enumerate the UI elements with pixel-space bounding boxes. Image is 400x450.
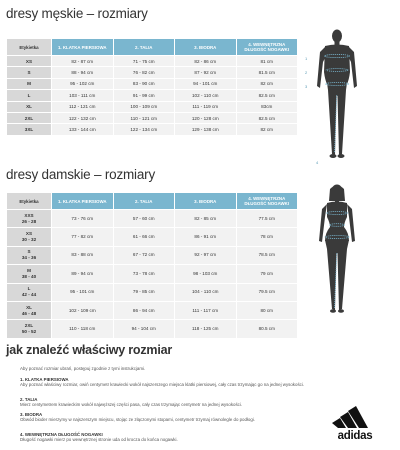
size-number: 34 - 36 [21, 255, 37, 261]
waist-value: 122 - 134 cm [114, 124, 175, 134]
hips-value: 98 - 103 cm [175, 265, 236, 282]
hips-value: 86 - 91 cm [175, 228, 236, 245]
men-size-title: dresy męskie – rozmiary [6, 6, 148, 21]
brand-name: adidas [337, 430, 373, 442]
size-label [7, 210, 51, 227]
size-label: 2XL [7, 113, 51, 123]
inseam-value: 82.5 cm [237, 113, 298, 123]
hips-value: 92 - 97 cm [175, 247, 236, 264]
table-row [7, 102, 297, 112]
waist-value: 79 - 85 cm [114, 284, 175, 301]
chest-value: 95 - 102 cm [52, 79, 113, 89]
inseam-value: 81.5 cm [237, 67, 298, 77]
waist-value: 61 - 66 cm [114, 228, 175, 245]
adidas-logo [326, 392, 384, 442]
hips-value: 129 - 138 cm [175, 124, 236, 134]
hips-value: 102 - 110 cm [175, 90, 236, 100]
size-number: 42 - 44 [21, 292, 37, 298]
waist-value: 86 - 94 cm [114, 302, 175, 319]
inseam-value: 80.5 cm [237, 320, 298, 337]
step-text-inseam: Długość nogawki mierz po wewnętrznej stronie uda od krocza do końca nogawki. [20, 437, 178, 442]
size-label [7, 247, 51, 264]
step-heading-chest: 1. KLATKA PIERSIOWA [20, 377, 69, 382]
size-letter: XL [26, 304, 32, 310]
chest-value: 95 - 101 cm [52, 284, 113, 301]
chest-value: 73 - 76 cm [52, 210, 113, 227]
hips-value: 111 - 117 cm [175, 302, 236, 319]
inseam-value: 82.5 cm [237, 90, 298, 100]
hips-value: 104 - 110 cm [175, 284, 236, 301]
step-text-hips: Obwód bioder mierzymy w najszerszym miejscu, stojąc ze złączonymi stopami, centymetr trzymaj równolegle do podłogi. [20, 417, 255, 422]
col-header-inseam: 4. WEWNĘTRZNA DŁUGOŚĆ NOGAWKI [237, 193, 298, 209]
step-heading-hips: 3. BIODRA [20, 412, 43, 417]
chest-value: 103 - 111 cm [52, 90, 113, 100]
size-number: 46 - 48 [21, 310, 37, 316]
col-header-chest: 1. KLATKA PIERSIOWA [52, 39, 113, 55]
inseam-value: 82 cm [237, 79, 298, 89]
step-heading-inseam: 4. WEWNĘTRZNA DŁUGOŚĆ NOGAWKI [20, 432, 103, 437]
table-row [7, 210, 297, 227]
col-header-inseam: 4. WEWNĘTRZNA DŁUGOŚĆ NOGAWKI [237, 39, 298, 55]
how-to-measure-title: jak znaleźć właściwy rozmiar [6, 343, 173, 357]
size-label [7, 320, 51, 337]
inseam-value: 81 cm [237, 56, 298, 66]
col-header-label: Etykietka [7, 193, 51, 209]
table-row [7, 284, 297, 301]
waist-value: 71 - 75 cm [114, 56, 175, 66]
inseam-value: 79 cm [237, 265, 298, 282]
table-row [7, 79, 297, 89]
size-number: 38 - 40 [21, 273, 37, 279]
chest-value: 110 - 118 cm [52, 320, 113, 337]
size-label: 3XL [7, 124, 51, 134]
table-row [7, 247, 297, 264]
size-letter: 2XL [24, 323, 34, 329]
inseam-value: 82 cm [237, 124, 298, 134]
size-label: S [7, 67, 51, 77]
table-row [7, 302, 297, 319]
hips-value: 120 - 128 cm [175, 113, 236, 123]
table-row [7, 228, 297, 245]
waist-value: 76 - 82 cm [114, 67, 175, 77]
size-letter: S [27, 249, 31, 255]
hips-value: 118 - 125 cm [175, 320, 236, 337]
size-label: XL [7, 102, 51, 112]
inseam-value: 80 cm [237, 302, 298, 319]
table-row [7, 124, 297, 134]
size-label: L [7, 90, 51, 100]
size-label: M [7, 79, 51, 89]
size-letter: L [27, 286, 31, 292]
chest-value: 77 - 82 cm [52, 228, 113, 245]
step-heading-waist: 2. TALIA [20, 397, 38, 402]
size-label: XS [7, 56, 51, 66]
size-label [7, 284, 51, 301]
waist-value: 57 - 60 cm [114, 210, 175, 227]
hips-value: 87 - 92 cm [175, 67, 236, 77]
col-header-chest: 1. KLATKA PIERSIOWA [52, 193, 113, 209]
col-header-hips: 3. BIODRA [175, 193, 236, 209]
women-size-table [6, 192, 298, 339]
inseam-value: 83cm [237, 102, 298, 112]
figure-number: 2 [305, 70, 308, 75]
size-number: 26 - 28 [21, 218, 37, 224]
size-letter: M [27, 267, 31, 273]
figure-number: 3 [305, 84, 308, 89]
hips-value: 111 - 119 cm [175, 102, 236, 112]
figure-number: 1 [305, 56, 308, 61]
table-row [7, 320, 297, 337]
female-silhouette-icon [312, 183, 362, 323]
men-size-table [6, 38, 298, 136]
waist-value: 100 - 109 cm [114, 102, 175, 112]
col-header-label: Etykietka [7, 39, 51, 55]
col-header-waist: 2. TALIA [114, 193, 175, 209]
hips-value: 82 - 86 cm [175, 56, 236, 66]
chest-value: 82 - 87 cm [52, 56, 113, 66]
waist-value: 94 - 104 cm [114, 320, 175, 337]
table-row [7, 113, 297, 123]
waist-value: 73 - 78 cm [114, 265, 175, 282]
chest-value: 102 - 109 cm [52, 302, 113, 319]
table-row [7, 265, 297, 282]
inseam-value: 78 cm [237, 228, 298, 245]
male-silhouette-icon [312, 28, 362, 168]
size-letter: XXS [24, 212, 34, 218]
adidas-stripes-icon [326, 392, 384, 428]
inseam-value: 77.5 cm [237, 210, 298, 227]
chest-value: 88 - 94 cm [52, 67, 113, 77]
chest-value: 112 - 121 cm [52, 102, 113, 112]
instructions-intro: Aby poznać rozmiar ubrań, postępuj zgodnie z tymi instrukcjami. [20, 366, 146, 371]
table-row [7, 56, 297, 66]
chest-value: 83 - 88 cm [52, 247, 113, 264]
waist-value: 83 - 90 cm [114, 79, 175, 89]
step-text-waist: Mierz centymetrem krawieckim wokół najwęższej części pasa, cały czas trzymając centymetr na jednej wysokości. [20, 402, 243, 407]
col-header-waist: 2. TALIA [114, 39, 175, 55]
waist-value: 110 - 121 cm [114, 113, 175, 123]
size-label [7, 265, 51, 282]
inseam-value: 79.5 cm [237, 284, 298, 301]
hips-value: 82 - 85 cm [175, 210, 236, 227]
size-number: 50 - 52 [21, 329, 37, 335]
women-size-title: dresy damskie – rozmiary [6, 167, 155, 182]
waist-value: 67 - 72 cm [114, 247, 175, 264]
size-letter: XS [25, 231, 33, 237]
chest-value: 89 - 94 cm [52, 265, 113, 282]
size-label [7, 302, 51, 319]
size-number: 30 - 32 [21, 237, 37, 243]
size-label [7, 228, 51, 245]
table-row [7, 67, 297, 77]
step-text-chest: Aby poznać właściwy rozmiar, owiń centymetr krawiecki wokół najszerszego miejsca klatki piersiowej, cały czas trzymając go na jednej wysokości. [20, 382, 305, 387]
chest-value: 133 - 144 cm [52, 124, 113, 134]
chest-value: 122 - 132 cm [52, 113, 113, 123]
col-header-hips: 3. BIODRA [175, 39, 236, 55]
table-row [7, 90, 297, 100]
hips-value: 94 - 101 cm [175, 79, 236, 89]
waist-value: 91 - 99 cm [114, 90, 175, 100]
figure-number: 4 [316, 160, 319, 165]
inseam-value: 78.5 cm [237, 247, 298, 264]
